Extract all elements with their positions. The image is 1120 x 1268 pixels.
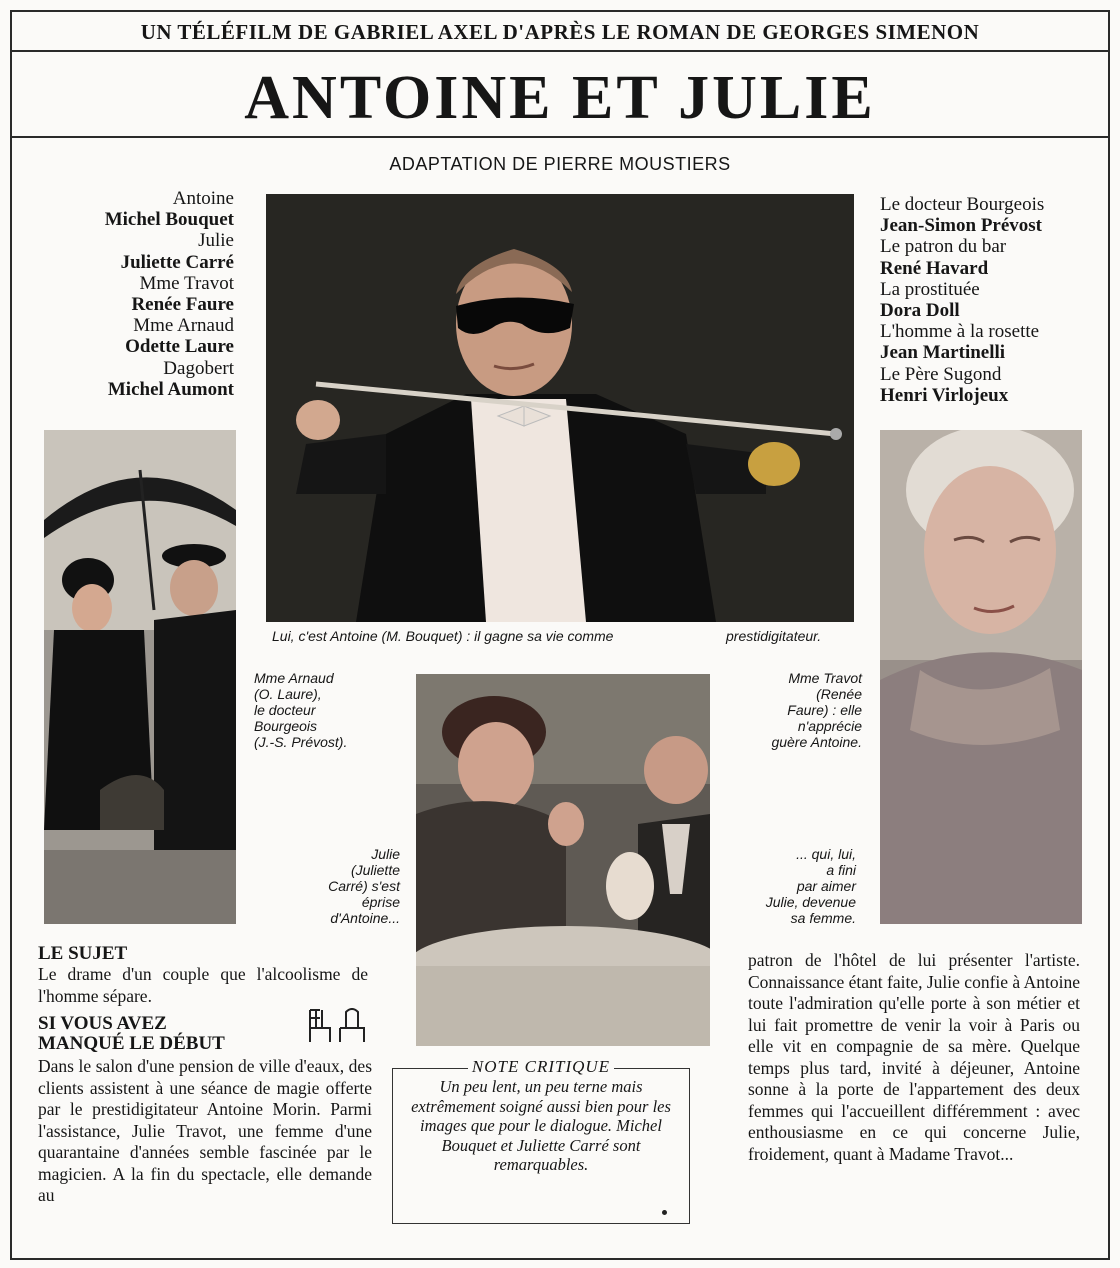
ink-dot: [662, 1210, 667, 1215]
cast-actor: Henri Virlojeux: [880, 384, 1009, 406]
cast-actor: René Havard: [880, 257, 989, 279]
photo-tea-table: [416, 674, 710, 1046]
cast-role: La prostituée: [880, 278, 980, 300]
caption-line: (Renée: [816, 686, 862, 702]
debut-text-left: Dans le salon d'une pension de ville d'eaux, des clients assistent à une séance de magie offerte par le prestidigitateur Antoine Morin. Parmi l'assistance, Julie Travot, une femme d'une quarantaine d'années semble fascinée par le magicien. A la fin du spectacle, elle demande au: [38, 1056, 372, 1205]
note-critique-box: [392, 1057, 690, 1224]
sujet-heading: LE SUJET: [38, 943, 128, 964]
debut-heading: [38, 1014, 225, 1054]
cast-role: Le docteur Bourgeois: [880, 194, 1045, 215]
caption-line: (Juliette: [350, 862, 400, 878]
cast-actor: Jean Martinelli: [880, 342, 1006, 364]
main-photo-caption-a: Lui, c'est Antoine (M. Bouquet) : il gagne sa vie comme: [272, 628, 614, 644]
caption-line: Faure) : elle: [787, 702, 862, 718]
debut-text-right: patron de l'hôtel de lui présenter l'artiste. Connaissance étant faite, Julie confie à Antoine toute l'admiration qu'elle porte à son métier et lui fait promettre de venir la voir à Paris ou elle vit en compagnie de sa mère. Quelque temps plus tard, invité à déjeuner, Antoine sonne à la porte de l'appartement des deux femmes qui l'accueillent différemment : avec enthousiasme en ce qui concerne Julie, froidement, quant à Madame Travot...: [748, 950, 1080, 1164]
cast-actor: Jean-Simon Prévost: [880, 215, 1043, 237]
cast-role: Julie: [198, 230, 234, 252]
photo-umbrella: [44, 430, 236, 924]
caption-line: n'apprécie: [797, 718, 862, 734]
cast-role: Mme Arnaud: [133, 315, 234, 337]
caption-line: éprise: [361, 894, 400, 910]
caption-line: sa femme.: [790, 910, 856, 926]
caption-line: Mme Travot: [788, 670, 862, 686]
cast-role: Antoine: [172, 188, 234, 209]
caption-line: (J.-S. Prévost).: [254, 734, 348, 750]
cast-actor: Michel Aumont: [107, 378, 234, 400]
debut-heading-line: MANQUÉ LE DÉBUT: [38, 1033, 225, 1054]
cast-role: L'homme à la rosette: [880, 321, 1040, 343]
caption-line: (O. Laure),: [254, 686, 322, 702]
adaptation-credit: ADAPTATION DE PIERRE MOUSTIERS: [389, 154, 731, 174]
cast-actor: Dora Doll: [880, 300, 960, 322]
cast-role: Le Père Sugond: [880, 363, 1002, 385]
caption-line: par aimer: [796, 878, 856, 894]
cast-list-right: [880, 194, 1044, 406]
cast-role: Mme Travot: [139, 272, 234, 294]
caption-line: Carré) s'est: [328, 878, 400, 894]
caption-line: Mme Arnaud: [254, 670, 334, 686]
chairs-icon: [306, 1008, 370, 1053]
sujet-text: Le drame d'un couple que l'alcoolisme de l'homme sépare.: [38, 964, 368, 1006]
caption-line: Bourgeois: [254, 718, 318, 734]
caption-julie: [300, 846, 400, 926]
caption-line: Julie, devenue: [765, 894, 856, 910]
header-divider: [10, 50, 1110, 52]
film-credit-line: UN TÉLÉFILM DE GABRIEL AXEL D'APRÈS LE ROMAN DE GEORGES SIMENON: [140, 20, 980, 44]
caption-antoine: [726, 846, 856, 926]
cast-actor: Juliette Carré: [120, 251, 234, 273]
debut-heading-line: SI VOUS AVEZ: [38, 1013, 167, 1034]
caption-travot: [730, 670, 862, 750]
caption-line: d'Antoine...: [330, 910, 400, 926]
photo-mme-travot: [880, 430, 1082, 924]
caption-line: Julie: [371, 846, 400, 862]
note-critique-label: NOTE CRITIQUE: [468, 1057, 614, 1076]
caption-line: a fini: [826, 862, 856, 878]
cast-role: Dagobert: [163, 357, 234, 379]
cast-actor: Odette Laure: [125, 336, 234, 358]
caption-arnaud: [254, 670, 394, 750]
cast-list-left: [105, 188, 234, 400]
caption-line: le docteur: [254, 702, 316, 718]
film-title: ANTOINE ET JULIE: [244, 64, 876, 132]
cast-actor: Michel Bouquet: [104, 209, 234, 231]
main-photo-antoine: [266, 194, 854, 622]
cast-role: Le patron du bar: [880, 236, 1007, 258]
caption-line: ... qui, lui,: [796, 846, 856, 862]
note-critique-text: Un peu lent, un peu terne mais extrêmement soigné aussi bien pour les images que pour le dialogue. Michel Bouquet et Juliette Carré sont remarquables.: [411, 1077, 671, 1174]
cast-actor: Renée Faure: [131, 294, 234, 316]
caption-line: guère Antoine.: [771, 734, 862, 750]
main-photo-caption-b: prestidigitateur.: [726, 628, 822, 644]
